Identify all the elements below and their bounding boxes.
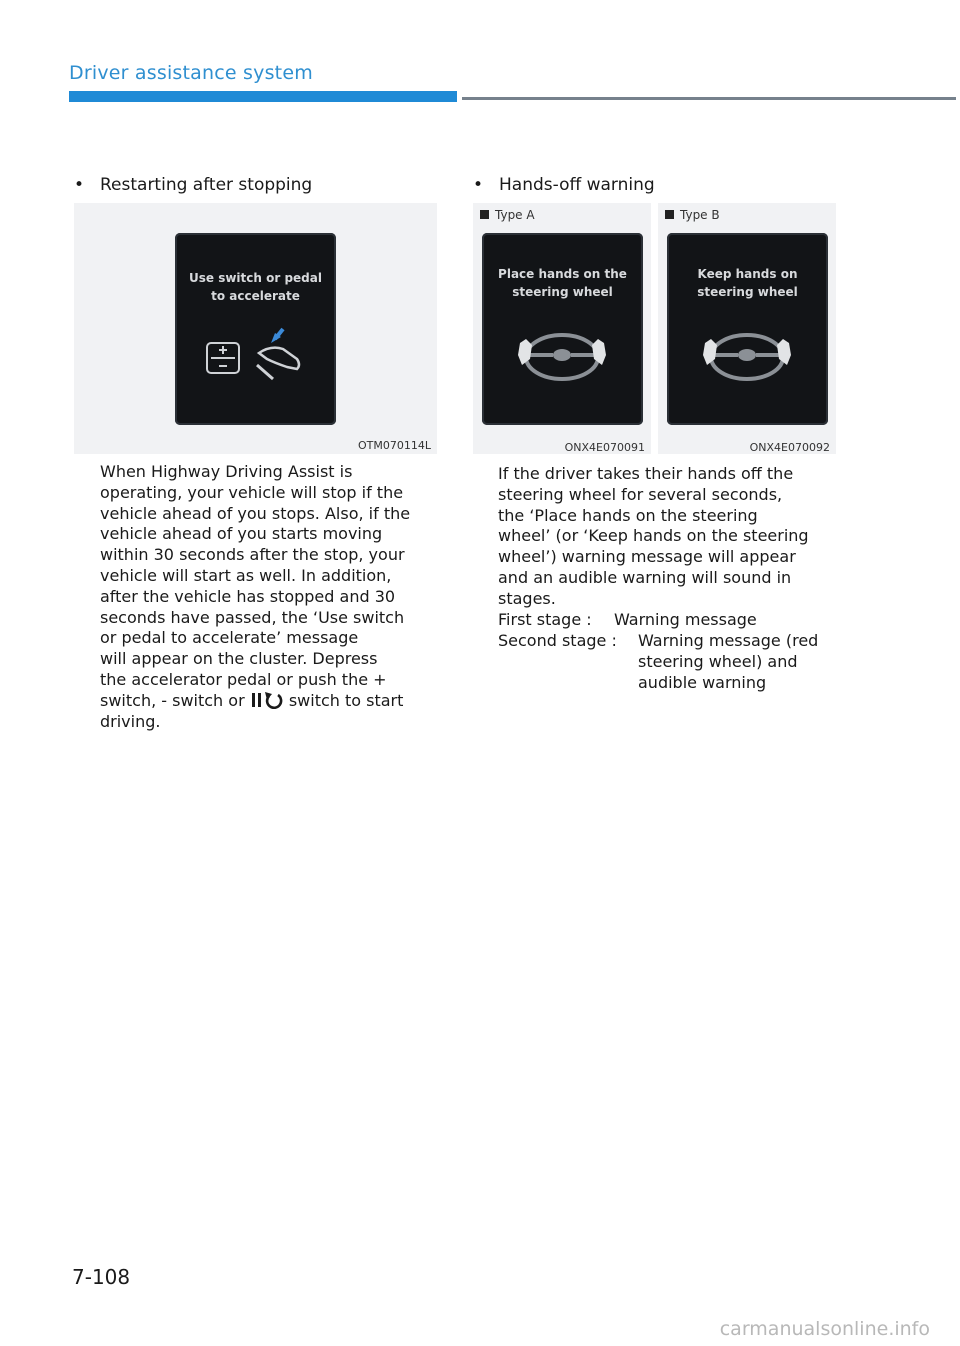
left-para-line: seconds have passed, the ‘Use switch — [100, 607, 405, 627]
left-para-line: vehicle ahead of you starts moving — [100, 524, 383, 544]
header-title: Driver assistance system — [69, 62, 313, 84]
left-para-line: driving. — [100, 711, 161, 731]
steering-wheel-hands-icon — [512, 325, 612, 385]
type-b-message-line-1: Keep hands on — [697, 267, 798, 281]
left-figure — [74, 203, 437, 454]
right-para-line: stages. — [498, 588, 556, 608]
right-para-line: the ‘Place hands on the steering — [498, 505, 758, 525]
second-stage-line: steering wheel) and — [638, 651, 798, 671]
type-a-message-line-1: Place hands on the — [498, 267, 627, 281]
second-stage-line: Warning message (red — [638, 631, 819, 650]
type-b-figure — [658, 203, 836, 454]
left-bullet-heading: • Restarting after stopping — [74, 175, 313, 195]
left-para-line — [100, 691, 410, 712]
first-stage-label: First stage : — [498, 610, 592, 629]
header-bar-gray — [462, 97, 956, 100]
right-para-line: If the driver takes their hands off the — [498, 464, 794, 483]
right-para-line: wheel’) warning message will appear — [498, 547, 796, 567]
type-a-label — [480, 208, 535, 222]
watermark: carmanualsonline.info — [719, 1318, 930, 1340]
second-stage-line: audible warning — [638, 672, 767, 692]
screen-message-line-2: to accelerate — [211, 289, 300, 303]
left-para-line: after the vehicle has stopped and 30 — [100, 586, 396, 606]
type-a-code: ONX4E070091 — [564, 441, 645, 454]
cluster-screen — [175, 233, 336, 425]
type-a-screen — [482, 233, 643, 425]
left-para-line: or pedal to accelerate’ message — [100, 628, 359, 648]
left-para-line: operating, your vehicle will stop if the — [100, 482, 404, 502]
left-para-line: will appear on the cluster. Depress — [100, 649, 378, 669]
left-heading-text: Restarting after stopping — [100, 175, 313, 195]
type-b-screen — [667, 233, 828, 425]
right-heading-text: Hands-off warning — [499, 175, 655, 195]
left-para-text: switch, - switch or — [100, 690, 245, 710]
second-stage-label: Second stage : — [498, 631, 617, 650]
header-bar-blue — [69, 91, 457, 102]
second-stage-value — [638, 631, 818, 693]
first-stage-value: Warning message — [614, 610, 757, 629]
steering-wheel-hands-icon — [697, 325, 797, 385]
type-b-code: ONX4E070092 — [749, 441, 830, 454]
right-paragraph — [498, 464, 809, 610]
page-number: 7-108 — [72, 1265, 131, 1289]
right-para-line: steering wheel for several seconds, — [498, 484, 783, 504]
left-para-line: When Highway Driving Assist is — [100, 462, 353, 481]
left-figure-code: OTM070114L — [358, 439, 431, 452]
type-b-message-line-2: steering wheel — [697, 285, 798, 299]
right-para-line: wheel’ (or ‘Keep hands on the steering — [498, 526, 809, 546]
plus-minus-switch-icon — [205, 341, 241, 375]
type-b-label-text: Type B — [680, 208, 720, 222]
right-bullet-heading: • Hands-off warning — [473, 175, 655, 195]
type-a-figure — [473, 203, 651, 454]
resume-switch-icon — [250, 691, 284, 709]
left-para-text: switch to start — [288, 690, 404, 710]
pedal-foot-icon — [253, 325, 309, 381]
type-a-label-text: Type A — [495, 208, 535, 222]
left-para-line: vehicle will start as well. In addition, — [100, 565, 392, 585]
left-para-line: the accelerator pedal or push the + — [100, 669, 387, 689]
type-a-message-line-2: steering wheel — [512, 285, 613, 299]
screen-message-line-1: Use switch or pedal — [189, 271, 322, 285]
right-para-line: and an audible warning will sound in — [498, 567, 792, 587]
left-para-line: vehicle ahead of you stops. Also, if the — [100, 503, 411, 523]
left-paragraph — [100, 462, 410, 732]
left-para-line: within 30 seconds after the stop, your — [100, 545, 405, 565]
type-b-label — [665, 208, 720, 222]
